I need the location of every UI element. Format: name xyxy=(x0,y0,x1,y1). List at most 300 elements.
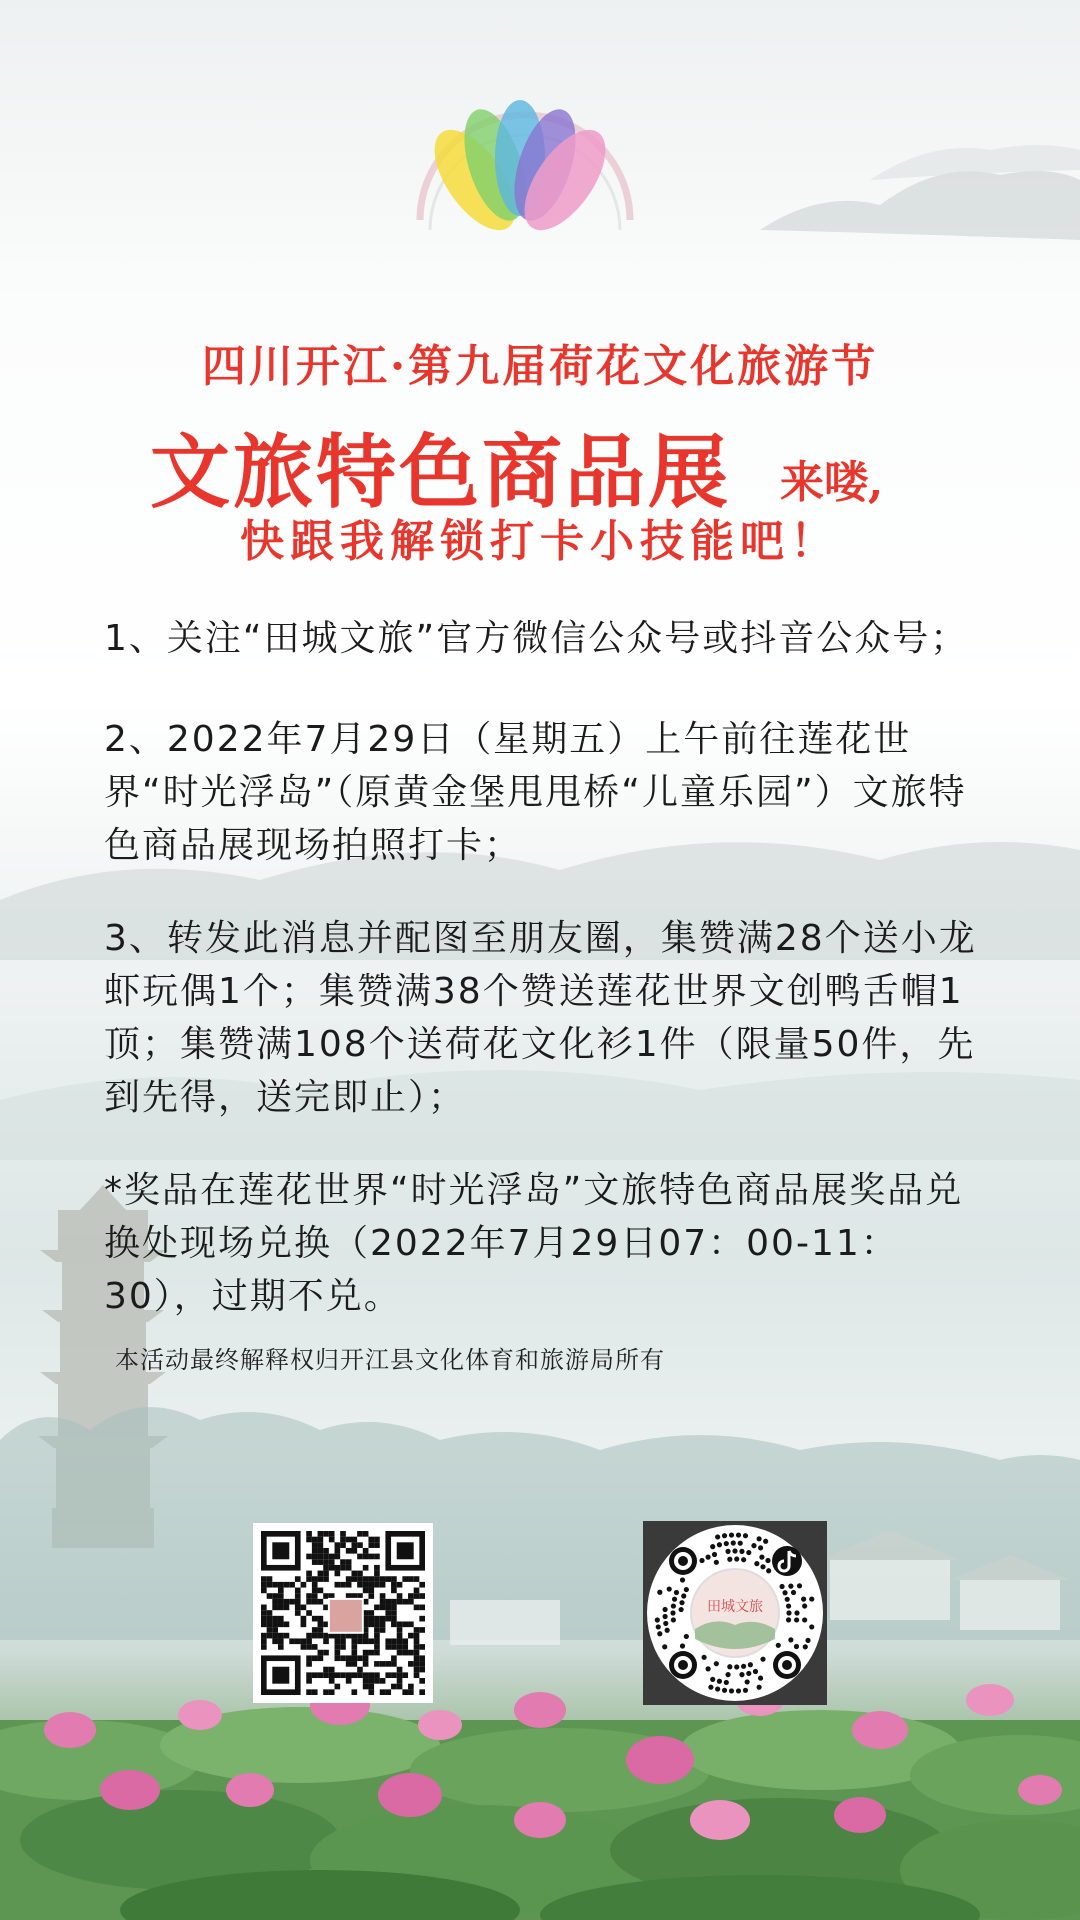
qr-module xyxy=(301,1582,307,1588)
qr-module xyxy=(402,1672,408,1678)
qr-module xyxy=(419,1655,425,1661)
qr-module xyxy=(340,1537,346,1543)
wechat-qr-pattern xyxy=(253,1523,433,1703)
qr-module xyxy=(363,1588,369,1594)
qr-dot xyxy=(684,1587,689,1592)
qr-dot xyxy=(746,1671,751,1676)
qr-module xyxy=(391,1684,397,1690)
qr-module xyxy=(312,1672,318,1678)
qr-dot xyxy=(714,1661,719,1666)
qr-module xyxy=(346,1537,352,1543)
qr-module xyxy=(306,1633,312,1639)
qr-module xyxy=(346,1672,352,1678)
qr-dot xyxy=(680,1643,685,1648)
qr-module xyxy=(323,1650,329,1656)
qr-module xyxy=(363,1565,369,1571)
qr-module xyxy=(380,1576,386,1582)
qr-module xyxy=(295,1610,301,1616)
qr-module xyxy=(272,1605,278,1611)
qr-module xyxy=(318,1559,324,1565)
qr-module xyxy=(363,1638,369,1644)
qr-module xyxy=(351,1672,357,1678)
qr-module xyxy=(374,1542,380,1548)
qr-dot xyxy=(662,1644,667,1649)
qr-module xyxy=(380,1599,386,1605)
qr-module xyxy=(306,1610,312,1616)
qr-module xyxy=(374,1638,380,1644)
qr-module xyxy=(312,1627,318,1633)
qr-module xyxy=(335,1655,341,1661)
qr-module xyxy=(312,1633,318,1639)
qr-module xyxy=(346,1576,352,1582)
qr-dot xyxy=(745,1679,750,1684)
qr-module xyxy=(267,1627,273,1633)
qr-module xyxy=(408,1599,414,1605)
qr-module xyxy=(385,1599,391,1605)
qr-module xyxy=(340,1542,346,1548)
qr-module xyxy=(312,1655,318,1661)
qr-module xyxy=(368,1593,374,1599)
qr-module xyxy=(301,1621,307,1627)
qr-module xyxy=(306,1638,312,1644)
qr-dot xyxy=(708,1685,713,1690)
qr-module xyxy=(414,1638,420,1644)
qr-module xyxy=(278,1599,284,1605)
qr-module xyxy=(402,1599,408,1605)
qr-module xyxy=(414,1633,420,1639)
qr-module xyxy=(357,1655,363,1661)
qr-module xyxy=(329,1678,335,1684)
qr-dot xyxy=(670,1610,675,1615)
qr-module xyxy=(312,1582,318,1588)
qr-module xyxy=(289,1582,295,1588)
qr-module xyxy=(414,1588,420,1594)
qr-module xyxy=(380,1593,386,1599)
qr-dot xyxy=(674,1590,679,1595)
qr-module xyxy=(397,1644,403,1650)
qr-module xyxy=(306,1689,312,1695)
qr-dot xyxy=(679,1600,684,1605)
qr-module xyxy=(318,1650,324,1656)
qr-dot xyxy=(748,1662,753,1667)
qr-module xyxy=(306,1554,312,1560)
qr-module xyxy=(380,1582,386,1588)
qr-module xyxy=(402,1689,408,1695)
qr-module xyxy=(368,1650,374,1656)
qr-module xyxy=(397,1582,403,1588)
exhibition-title-tail: 来喽, xyxy=(780,457,884,508)
qr-module xyxy=(357,1638,363,1644)
qr-center-logo xyxy=(329,1599,363,1633)
qr-dot xyxy=(766,1568,771,1573)
qr-dot xyxy=(803,1644,808,1649)
mountain-ink-top xyxy=(760,145,1080,240)
qr-module xyxy=(397,1638,403,1644)
qr-module xyxy=(368,1576,374,1582)
qr-module xyxy=(323,1565,329,1571)
qr-dot xyxy=(712,1552,717,1557)
qr-dot xyxy=(725,1549,730,1554)
qr-module xyxy=(335,1565,341,1571)
qr-module xyxy=(323,1672,329,1678)
qr-module xyxy=(340,1582,346,1588)
qr-module xyxy=(301,1644,307,1650)
qr-dot xyxy=(760,1657,765,1662)
qr-module xyxy=(374,1582,380,1588)
qr-module xyxy=(312,1588,318,1594)
redemption-note: *奖品在莲花世界“时光浮岛”文旅特色商品展奖品兑换处现场兑换（2022年7月29日07：00-11：30），过期不兑。 xyxy=(104,1170,964,1317)
qr-module xyxy=(261,1621,267,1627)
qr-dot xyxy=(724,1541,729,1546)
qr-module xyxy=(318,1531,324,1537)
qr-module xyxy=(340,1531,346,1537)
qr-dot xyxy=(797,1583,802,1588)
qr-module xyxy=(368,1672,374,1678)
qr-module xyxy=(340,1559,346,1565)
qr-module xyxy=(408,1661,414,1667)
qr-dot xyxy=(657,1590,662,1595)
qr-module xyxy=(397,1678,403,1684)
qr-module xyxy=(368,1588,374,1594)
qr-module xyxy=(346,1548,352,1554)
qr-module xyxy=(397,1650,403,1656)
qr-finder xyxy=(272,1542,289,1559)
qr-module xyxy=(278,1638,284,1644)
qr-dot xyxy=(754,1561,759,1566)
qr-module xyxy=(391,1655,397,1661)
qr-module xyxy=(335,1571,341,1577)
qr-module xyxy=(312,1593,318,1599)
qr-dot xyxy=(680,1577,685,1582)
qr-dot xyxy=(758,1545,763,1550)
qr-module xyxy=(363,1531,369,1537)
qr-dot xyxy=(705,1555,710,1560)
qr-module xyxy=(374,1554,380,1560)
qr-module xyxy=(351,1661,357,1667)
qr-module xyxy=(335,1542,341,1548)
qr-module xyxy=(391,1621,397,1627)
qr-dot xyxy=(788,1637,793,1642)
qr-module xyxy=(346,1661,352,1667)
qr-module xyxy=(368,1638,374,1644)
qr-module xyxy=(335,1684,341,1690)
qr-module xyxy=(391,1576,397,1582)
qr-module xyxy=(312,1537,318,1543)
qr-module xyxy=(267,1593,273,1599)
qr-dot xyxy=(757,1685,762,1690)
qr-module xyxy=(357,1582,363,1588)
qr-module xyxy=(368,1678,374,1684)
qr-module xyxy=(368,1616,374,1622)
qr-module xyxy=(385,1616,391,1622)
qr-dot xyxy=(736,1688,741,1693)
qr-module xyxy=(346,1582,352,1588)
qr-module xyxy=(306,1537,312,1543)
qr-module xyxy=(329,1554,335,1560)
qr-dot xyxy=(794,1610,799,1615)
qr-module xyxy=(380,1627,386,1633)
qr-module xyxy=(306,1655,312,1661)
qr-dot xyxy=(722,1533,727,1538)
qr-dot xyxy=(759,1555,764,1560)
qr-module xyxy=(323,1638,329,1644)
qr-dot xyxy=(724,1680,729,1685)
instruction-item-3: 3、转发此消息并配图至朋友圈，集赞满28个送小龙虾玩偶1个；集赞满38个赞送莲花世界文创鸭舌帽1顶；集赞满108个送荷花文化衫1件（限量50件，先到先得，送完即止）； xyxy=(104,918,977,1118)
qr-dot xyxy=(779,1584,784,1589)
qr-module xyxy=(278,1616,284,1622)
qr-module xyxy=(380,1621,386,1627)
qr-dot xyxy=(802,1617,807,1622)
qr-dot xyxy=(656,1624,661,1629)
qr-module xyxy=(295,1605,301,1611)
qr-module xyxy=(397,1627,403,1633)
qr-module xyxy=(261,1582,267,1588)
qr-module xyxy=(312,1644,318,1650)
qr-module xyxy=(295,1638,301,1644)
qr-dot xyxy=(776,1643,781,1648)
qr-dot xyxy=(743,1533,748,1538)
qr-module xyxy=(284,1621,290,1627)
qr-module xyxy=(318,1548,324,1554)
qr-module xyxy=(363,1678,369,1684)
qr-module xyxy=(272,1616,278,1622)
qr-module xyxy=(368,1542,374,1548)
qr-module xyxy=(346,1565,352,1571)
qr-module xyxy=(419,1678,425,1684)
qr-module xyxy=(284,1605,290,1611)
qr-module xyxy=(363,1548,369,1554)
qr-dot xyxy=(727,1664,732,1669)
qr-module xyxy=(351,1689,357,1695)
festival-title: 四川开江·第九届荷花文化旅游节 xyxy=(201,341,879,392)
qr-module xyxy=(323,1559,329,1565)
qr-module xyxy=(397,1684,403,1690)
qr-module xyxy=(385,1689,391,1695)
qr-dot xyxy=(765,1558,770,1563)
qr-dot xyxy=(809,1624,814,1629)
qr-dot xyxy=(662,1614,667,1619)
qr-module xyxy=(261,1588,267,1594)
qr-module xyxy=(414,1627,420,1633)
qr-dot xyxy=(746,1550,751,1555)
qr-module xyxy=(368,1582,374,1588)
qr-module xyxy=(374,1616,380,1622)
qr-dot xyxy=(663,1621,668,1626)
qr-module xyxy=(374,1661,380,1667)
disclaimer-text: 本活动最终解释权归开江县文化体育和旅游局所有 xyxy=(115,1346,665,1374)
qr-module xyxy=(402,1644,408,1650)
qr-dot xyxy=(699,1558,704,1563)
qr-module xyxy=(318,1655,324,1661)
qr-module xyxy=(363,1650,369,1656)
qr-module xyxy=(419,1582,425,1588)
qr-module xyxy=(357,1672,363,1678)
qr-module xyxy=(419,1644,425,1650)
qr-module xyxy=(419,1616,425,1622)
qr-dot xyxy=(702,1655,707,1660)
qr-module xyxy=(318,1542,324,1548)
qr-module xyxy=(295,1576,301,1582)
qr-dot xyxy=(710,1544,715,1549)
qr-module xyxy=(351,1576,357,1582)
qr-module xyxy=(408,1633,414,1639)
qr-dot xyxy=(805,1638,810,1643)
qr-module xyxy=(419,1667,425,1673)
qr-module xyxy=(323,1548,329,1554)
qr-module xyxy=(318,1576,324,1582)
qr-module xyxy=(374,1633,380,1639)
qr-module xyxy=(335,1644,341,1650)
qr-module xyxy=(391,1638,397,1644)
qr-module xyxy=(397,1599,403,1605)
qr-module xyxy=(374,1621,380,1627)
qr-module xyxy=(374,1644,380,1650)
qr-module xyxy=(261,1576,267,1582)
qr-module xyxy=(329,1672,335,1678)
qr-module xyxy=(391,1661,397,1667)
qr-module xyxy=(363,1582,369,1588)
qr-module xyxy=(346,1655,352,1661)
qr-module xyxy=(414,1644,420,1650)
qr-dot xyxy=(741,1557,746,1562)
qr-module xyxy=(306,1661,312,1667)
qr-module xyxy=(363,1554,369,1560)
qr-dot xyxy=(736,1532,741,1537)
qr-dot xyxy=(739,1549,744,1554)
wechat-qr-code[interactable] xyxy=(253,1523,433,1703)
qr-module xyxy=(385,1672,391,1678)
qr-dot xyxy=(794,1644,799,1649)
qr-module xyxy=(346,1678,352,1684)
qr-module xyxy=(312,1548,318,1554)
qr-dot xyxy=(715,1534,720,1539)
qr-module xyxy=(295,1599,301,1605)
qr-finder-2 xyxy=(669,1651,697,1679)
qr-dot xyxy=(715,1686,720,1691)
qr-module xyxy=(284,1582,290,1588)
qr-module xyxy=(295,1588,301,1594)
qr-dot xyxy=(791,1590,796,1595)
qr-dot xyxy=(763,1539,768,1544)
qr-dot xyxy=(751,1543,756,1548)
qr-dot xyxy=(722,1688,727,1693)
qr-dot xyxy=(662,1607,667,1612)
qr-module xyxy=(289,1599,295,1605)
qr-module xyxy=(318,1627,324,1633)
qr-module xyxy=(368,1689,374,1695)
lotus-logo-icon xyxy=(380,70,660,270)
qr-dot xyxy=(743,1688,748,1693)
qr-finder-1 xyxy=(669,1547,697,1575)
qr-dot xyxy=(786,1610,791,1615)
qr-module xyxy=(323,1531,329,1537)
qr-module xyxy=(397,1672,403,1678)
qr-module xyxy=(380,1616,386,1622)
qr-dot xyxy=(714,1560,719,1565)
qr-module xyxy=(318,1633,324,1639)
qr-module xyxy=(272,1599,278,1605)
qr-module xyxy=(340,1672,346,1678)
qr-module xyxy=(419,1689,425,1695)
qr-dot xyxy=(671,1603,676,1608)
instruction-item-1: 1、关注“田城文旅”官方微信公众号或抖音公众号； xyxy=(104,618,969,659)
qr-module xyxy=(408,1621,414,1627)
qr-module xyxy=(391,1599,397,1605)
qr-dot xyxy=(705,1666,710,1671)
qr-module xyxy=(351,1644,357,1650)
qr-dot xyxy=(785,1597,790,1602)
qr-dot xyxy=(802,1603,807,1608)
qr-module xyxy=(414,1661,420,1667)
qr-dot xyxy=(717,1679,722,1684)
qr-module xyxy=(397,1667,403,1673)
qr-module xyxy=(340,1655,346,1661)
qr-finder xyxy=(397,1542,414,1559)
qr-module xyxy=(391,1582,397,1588)
qr-module xyxy=(318,1621,324,1627)
qr-module xyxy=(351,1542,357,1548)
qr-module xyxy=(272,1621,278,1627)
qr-module xyxy=(312,1554,318,1560)
qr-module xyxy=(306,1672,312,1678)
qr-dot xyxy=(725,1672,730,1677)
qr-module xyxy=(397,1593,403,1599)
qr-dot xyxy=(782,1590,787,1595)
qr-module xyxy=(402,1621,408,1627)
qr-module xyxy=(335,1650,341,1656)
qr-module xyxy=(318,1588,324,1594)
call-to-action-title: 快跟我解锁打卡小技能吧！ xyxy=(240,516,840,567)
qr-module xyxy=(312,1616,318,1622)
qr-module xyxy=(261,1633,267,1639)
qr-module xyxy=(306,1599,312,1605)
qr-module xyxy=(408,1593,414,1599)
qr-dot xyxy=(753,1669,758,1674)
qr-module xyxy=(391,1616,397,1622)
qr-dot xyxy=(809,1596,814,1601)
qr-dot xyxy=(671,1617,676,1622)
qr-module xyxy=(278,1633,284,1639)
qr-module xyxy=(340,1565,346,1571)
qr-dot xyxy=(739,1672,744,1677)
douyin-qr-code[interactable] xyxy=(643,1521,827,1705)
qr-module xyxy=(335,1548,341,1554)
qr-module xyxy=(335,1554,341,1560)
qr-dot xyxy=(717,1542,722,1547)
qr-module xyxy=(408,1576,414,1582)
qr-module xyxy=(408,1650,414,1656)
qr-module xyxy=(329,1689,335,1695)
qr-module xyxy=(329,1667,335,1673)
qr-module xyxy=(374,1678,380,1684)
qr-module xyxy=(357,1542,363,1548)
qr-module xyxy=(306,1576,312,1582)
instruction-item-2: 2、2022年7月29日（星期五）上午前往莲花世界“时光浮岛”（原黄金堡甩甩桥“儿童乐园”）文旅特色商品展现场拍照打卡； xyxy=(104,719,967,866)
qr-module xyxy=(363,1655,369,1661)
qr-module xyxy=(351,1655,357,1661)
qr-module xyxy=(391,1644,397,1650)
qr-module xyxy=(357,1531,363,1537)
qr-module xyxy=(414,1593,420,1599)
qr-module xyxy=(374,1605,380,1611)
qr-module xyxy=(267,1633,273,1639)
qr-module xyxy=(261,1644,267,1650)
douyin-qr-center-label: 田城文旅 xyxy=(707,1599,763,1615)
qr-module xyxy=(272,1593,278,1599)
qr-module xyxy=(323,1576,329,1582)
qr-module xyxy=(261,1610,267,1616)
qr-module xyxy=(402,1638,408,1644)
